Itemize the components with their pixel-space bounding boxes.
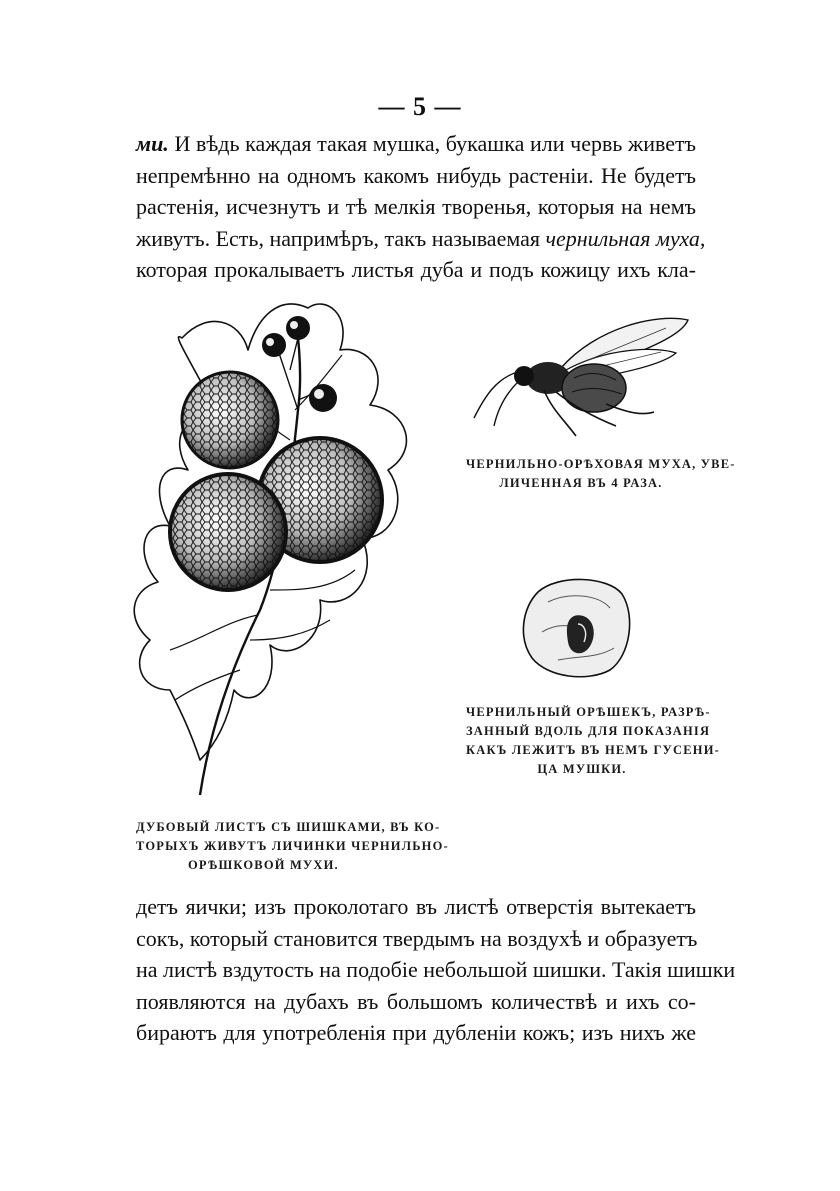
text-line: сокъ, который становится твердымъ на воздухѣ и образуетъ xyxy=(136,925,698,951)
text-line: появляются на дубахъ въ большомъ количествѣ и ихъ со- xyxy=(136,988,696,1014)
oak-leaf-illustration xyxy=(130,290,430,810)
text-line: растенія, исчезнутъ и тѣ мелкія творенья, которыя на немъ xyxy=(136,194,696,219)
bottom-paragraph xyxy=(136,891,736,1049)
text-line: бираютъ для употребленія при дубленіи кожъ; изъ нихъ же xyxy=(136,1020,696,1045)
caption-line: ТОРЫХЪ ЖИВУТЪ ЛИЧИНКИ ЧЕРНИЛЬНО- xyxy=(136,839,449,853)
text-line: которая прокалываетъ листья дуба и подъ кожицу ихъ кла- xyxy=(136,257,696,282)
text-line: непремѣнно на одномъ какомъ нибудь растеніи. Не будетъ xyxy=(136,162,696,188)
text-line: живутъ. Есть, напримѣръ, такъ называемая чернильная муха, xyxy=(136,225,706,251)
caption-line: КАКЪ ЛЕЖИТЪ ВЪ НЕМЪ ГУСЕНИ- xyxy=(466,743,721,757)
fly-caption xyxy=(466,455,736,493)
text-line: на листѣ вздутость на подобіе небольшой шишки. Такія шишки xyxy=(136,957,736,982)
gall-wasp-illustration xyxy=(466,308,696,448)
caption-line: ОРѢШКОВОЙ МУХИ. xyxy=(188,858,339,872)
caption-line: ЧЕРНИЛЬНО-ОРѢХОВАЯ МУХА, УВЕ- xyxy=(466,457,736,471)
caption-line: ЦА МУШКИ. xyxy=(537,762,627,776)
caption-line: ЛИЧЕННАЯ ВЪ 4 РАЗА. xyxy=(499,476,663,490)
text-line: ми. И вѣдь каждая такая мушка, букашка или червь живетъ xyxy=(136,131,696,156)
caption-line: ДУБОВЫЙ ЛИСТЪ СЪ ШИШКАМИ, ВЪ КО- xyxy=(136,820,441,834)
leaf-caption xyxy=(136,818,449,875)
caption-line: ЗАННЫЙ ВДОЛЬ ДЛЯ ПОКАЗАНІЯ xyxy=(466,724,711,738)
text-line: детъ яички; изъ проколотаго въ листѣ отверстія вытекаетъ xyxy=(136,894,696,919)
caption-line: ЧЕРНИЛЬНЫЙ ОРѢШЕКЪ, РАЗРѢ- xyxy=(466,705,711,719)
top-paragraph xyxy=(136,128,706,286)
gall-caption xyxy=(466,703,721,779)
page-number: — 5 — xyxy=(378,92,462,121)
cut-gall-illustration xyxy=(518,572,638,682)
